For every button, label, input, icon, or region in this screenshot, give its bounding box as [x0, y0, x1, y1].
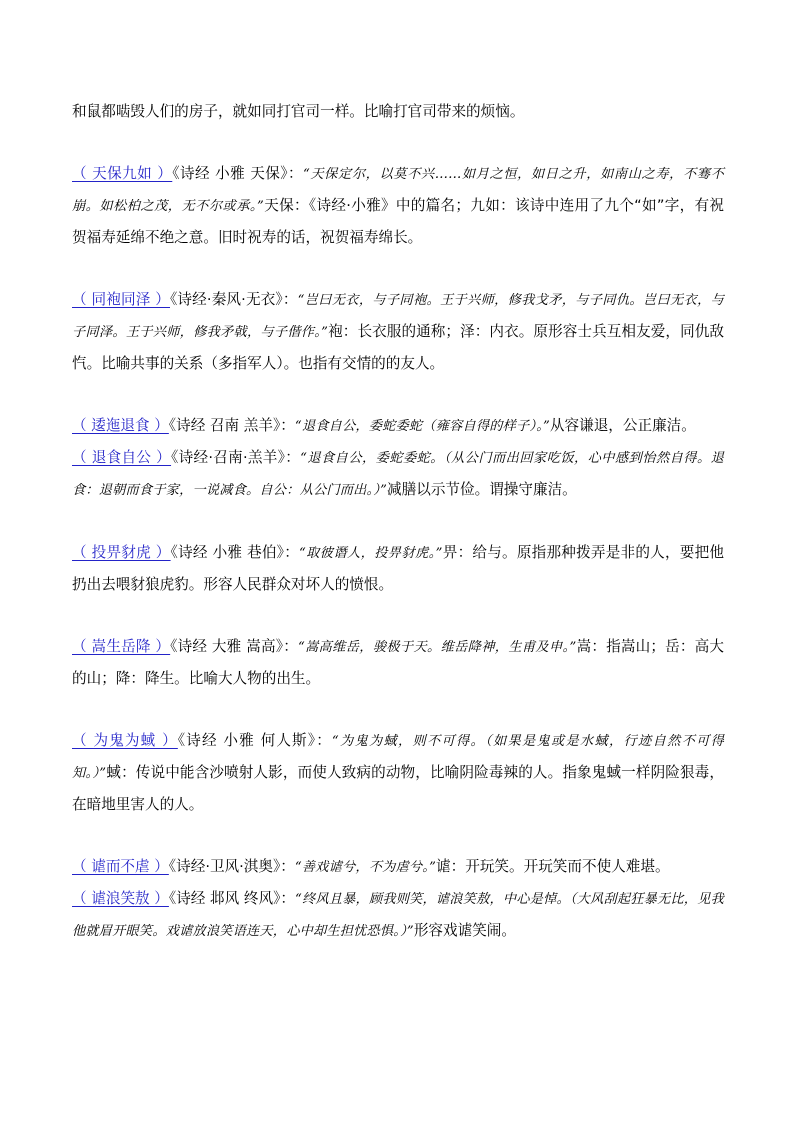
entry-text: 天保：《诗经·小雅》中的篇名；九如：该诗中连用了九个“如”字，有祝贺福寿延绵不绝之意。旧时祝寿的话，祝贺福寿绵长。 — [72, 197, 724, 246]
entry-weiyi-tuishi — [72, 410, 724, 442]
entry-source: 《诗经 邶风 终风》： — [168, 890, 296, 907]
entry-tianbao-jiuru — [72, 158, 724, 253]
entry-text: 畀：给与。原指那种拨弄是非的人，要把他扔出去喂豺狼虎豹。形容人民群众对坏人的愤恨。 — [72, 544, 724, 593]
entry-quote: “退食自公，委蛇委蛇。（从公门而出回家吃饭，心中感到怡然自得。退食：退朝而食于家，一说减食。自公：从公门而出。）” — [72, 451, 724, 498]
entry-quote: “善戏谑兮，不为虐兮。” — [294, 860, 437, 875]
idiom-link[interactable]: （ 为鬼为蜮 ） — [72, 732, 178, 749]
entry-text: 嵩：指嵩山；岳：高大的山；降：降生。比喻大人物的出生。 — [72, 638, 724, 687]
entry-quote: “取彼谮人，投畀豺虎。” — [299, 546, 443, 561]
document-page — [72, 96, 724, 947]
entry-xueer-bunue — [72, 851, 724, 883]
entry-songsheng-yuejiang — [72, 631, 724, 694]
entry-text: 和鼠都啮毁人们的房子，就如同打官司一样。比喻打官司带来的烦恼。 — [72, 103, 525, 120]
entry-source: 《诗经·秦风·无衣》： — [170, 291, 298, 308]
idiom-link[interactable]: （ 逶迤退食 ） — [72, 417, 169, 434]
idiom-link[interactable]: （ 投畀豺虎 ） — [72, 544, 171, 561]
entry-source: 《诗经 小雅 天保》： — [172, 165, 303, 182]
idiom-link[interactable]: （ 同袍同泽 ） — [72, 291, 170, 308]
idiom-link[interactable]: （ 谑而不虐 ） — [72, 858, 169, 875]
entry-quote: “天保定尔，以莫不兴……如月之恒，如日之升，如南山之寿，不骞不崩。如松柏之茂，无不尔或承。” — [72, 167, 724, 214]
entry-quote: “终风且暴，顾我则笑，谑浪笑敖，中心是悼。（大风刮起狂暴无比，见我他就眉开眼笑。戏谑放浪笑语连天，心中却生担忧恐惧。）” — [72, 892, 724, 939]
entry-source: 《诗经 小雅 巷伯》： — [170, 544, 300, 561]
entry-text: 袍：长衣服的通称；泽：内衣。原形容士兵互相友爱，同仇敌忾。比喻共事的关系（多指军人）。也指有交情的的友人。 — [72, 323, 724, 372]
entry-text: 从容谦退，公正廉洁。 — [549, 417, 696, 434]
idiom-link[interactable]: （ 退食自公 ） — [72, 449, 172, 466]
entry-quote: “退食自公，委蛇委蛇（雍容自得的样子）。” — [294, 419, 550, 434]
entry-quote: “岂曰无衣，与子同袍。王于兴师，修我戈矛，与子同仇。岂曰无衣，与子同泽。王于兴师，修我矛戟，与子偕作。” — [72, 293, 725, 340]
entry-continuation — [72, 96, 724, 127]
idiom-link[interactable]: （ 天保九如 ） — [72, 165, 173, 182]
entry-source: 《诗经 召南 羔羊》： — [168, 417, 295, 434]
entry-text: 谑：开玩笑。开玩笑而不使人难堪。 — [436, 858, 670, 875]
entry-toubi-chaihu — [72, 537, 724, 600]
entry-text: 形容戏谑笑闹。 — [413, 922, 516, 939]
entry-source: 《诗经 大雅 嵩高》： — [170, 638, 298, 655]
entry-text: 蜮：传说中能含沙喷射人影，而使人致病的动物，比喻阴险毒辣的人。指象鬼蜮一样阴险狠毒，在暗地里害人的人。 — [72, 764, 724, 813]
entry-weigui-weiyu — [72, 725, 724, 820]
entry-quote: “嵩高维岳，骏极于天。维岳降神，生甫及申。” — [297, 640, 577, 655]
entry-quote: “为鬼为蜮，则不可得。（如果是鬼或是水蜮，行迹自然不可得知。）” — [72, 734, 724, 781]
entry-tuishi-zigong — [72, 442, 724, 506]
entry-tongpao-tongze — [72, 284, 724, 379]
idiom-link[interactable]: （ 嵩生岳降 ） — [72, 638, 171, 655]
entry-source: 《诗经 小雅 何人斯》： — [177, 732, 332, 749]
entry-xuelang-xiaoao — [72, 883, 724, 947]
entry-source: 《诗经·卫风·淇奥》： — [168, 858, 295, 875]
entry-text: 减膳以示节俭。谓操守廉洁。 — [387, 481, 577, 498]
entry-source: 《诗经·召南·羔羊》： — [171, 449, 301, 466]
idiom-link[interactable]: （ 谑浪笑敖 ） — [72, 890, 169, 907]
